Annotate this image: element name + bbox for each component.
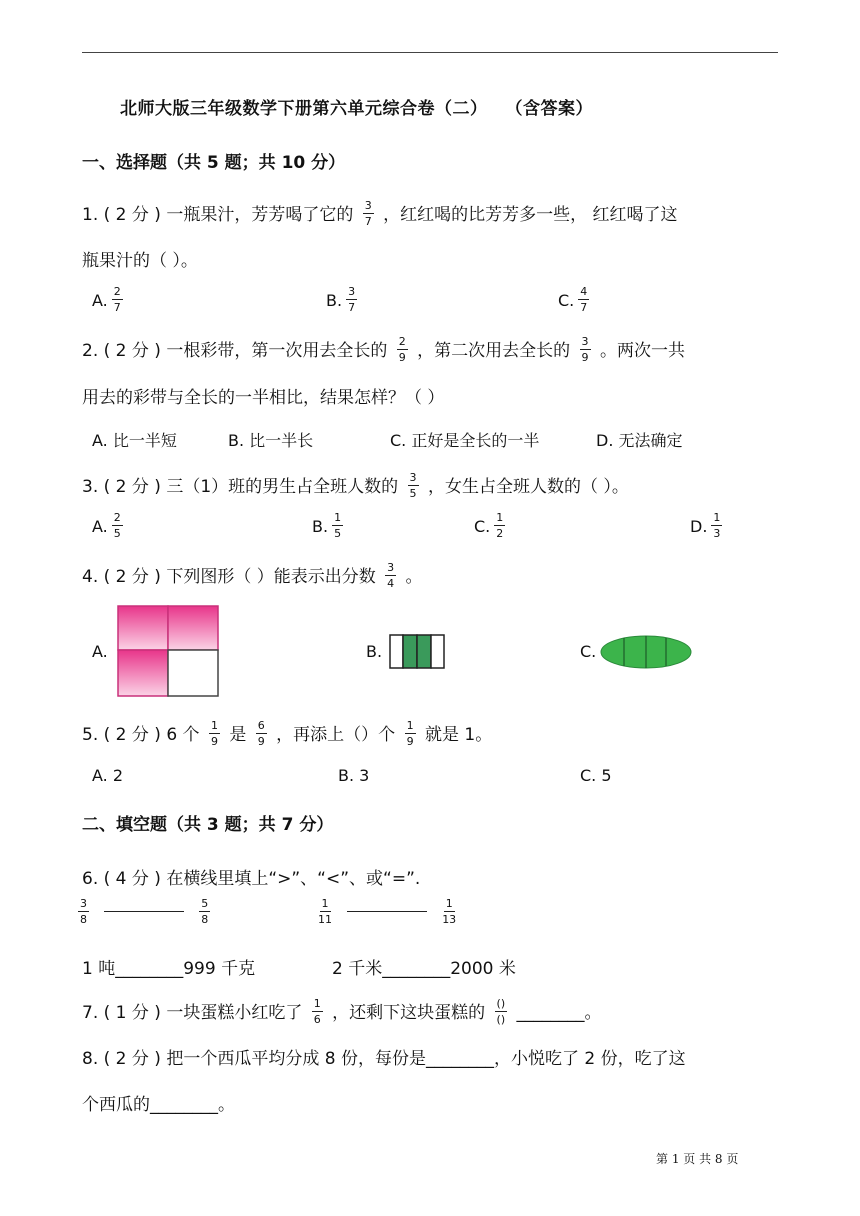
fraction — [397, 336, 408, 363]
fraction-numerator: 4 — [580, 285, 588, 298]
section-heading-fill: 二、填空题（共 3 题；共 7 分） — [82, 815, 334, 835]
question-2-line1 — [82, 336, 685, 365]
fraction-numerator: 1 — [406, 718, 414, 732]
fraction-denominator: 7 — [348, 301, 356, 314]
fraction-numerator: 1 — [445, 897, 453, 910]
question-6-compare-1 — [74, 897, 214, 927]
question-8-line2: 个西瓜的________。 — [82, 1095, 235, 1115]
fraction — [363, 200, 374, 227]
question-1-line1 — [82, 200, 678, 229]
fraction-numerator: 3 — [581, 334, 589, 348]
fraction-numerator: 1 — [321, 897, 329, 910]
fraction — [256, 720, 267, 747]
answer-blank[interactable] — [104, 911, 184, 912]
question-7-line1 — [82, 998, 602, 1027]
figure-ellipse-parts[interactable] — [600, 634, 694, 670]
question-4-prefix: 4. ( 2 分 ) 下列图形（ ）能表示出分数 — [82, 567, 376, 587]
question-2-mid: ，第二次用去全长的 — [417, 341, 571, 361]
question-2-option-b[interactable]: B. 比一半长 — [228, 431, 314, 450]
question-2-suffix: 。两次一共 — [599, 341, 685, 361]
option-label: D. — [690, 517, 708, 536]
fraction-denominator: 3 — [713, 527, 721, 540]
fraction-numerator: 3 — [348, 285, 356, 298]
question-3-suffix: ，女生占全班人数的（ ）。 — [427, 477, 629, 497]
question-2-option-c[interactable]: C. 正好是全长的一半 — [390, 431, 540, 450]
question-1-option-c[interactable] — [558, 285, 593, 315]
fraction — [408, 472, 419, 499]
fraction — [405, 720, 416, 747]
question-5-suffix: 就是 1。 — [424, 725, 493, 745]
question-1-line2: 瓶果汁的（ ）。 — [82, 251, 198, 271]
page-footer: 第 1 页 共 8 页 — [656, 1152, 739, 1166]
option-label: C. — [558, 291, 575, 310]
fraction — [494, 512, 505, 539]
fraction-denominator: 7 — [580, 301, 588, 314]
fraction-numerator: 5 — [201, 897, 209, 910]
question-3-line1 — [82, 472, 629, 501]
fraction — [442, 898, 456, 925]
fraction — [199, 898, 210, 925]
fraction-denominator: 4 — [387, 576, 395, 590]
fraction-denominator: 5 — [113, 527, 121, 540]
question-3-option-a[interactable] — [92, 511, 127, 541]
fraction-numerator: 3 — [387, 560, 395, 574]
fraction — [312, 998, 323, 1025]
fraction-numerator: 1 — [496, 511, 504, 524]
fraction — [318, 898, 332, 925]
figure-bar-quarters[interactable] — [386, 634, 448, 670]
answer-blank[interactable] — [347, 911, 427, 912]
question-7-suffix: ________。 — [516, 1003, 602, 1023]
fraction-numerator: 2 — [113, 285, 121, 298]
question-2-line2: 用去的彩带与全长的一半相比，结果怎样？（ ） — [82, 388, 445, 408]
fraction-denominator: () — [496, 1012, 506, 1026]
option-label: B. — [312, 517, 329, 536]
fraction — [711, 512, 722, 539]
fraction-numerator: 1 — [713, 511, 721, 524]
fraction-numerator: 1 — [210, 718, 218, 732]
question-5-mid1: 是 — [229, 725, 247, 745]
fraction — [112, 286, 123, 313]
fraction-numerator: 3 — [80, 897, 87, 910]
fraction-denominator: 13 — [442, 913, 457, 926]
header-rule — [82, 52, 778, 53]
question-3-option-c[interactable] — [474, 511, 509, 541]
fraction-denominator: 9 — [398, 350, 406, 364]
figure-square-quarters[interactable] — [116, 604, 222, 698]
fraction-denominator: 2 — [496, 527, 504, 540]
question-5-line1 — [82, 720, 492, 749]
fraction — [332, 512, 343, 539]
fraction — [209, 720, 220, 747]
question-3-prefix: 3. ( 2 分 ) 三（1）班的男生占全班人数的 — [82, 477, 399, 497]
shaded-quarter — [168, 606, 218, 650]
question-5-option-a[interactable]: A. 2 — [92, 766, 124, 785]
fraction-numerator: () — [496, 996, 506, 1010]
fraction-denominator: 9 — [257, 734, 265, 748]
fraction-numerator: 1 — [313, 996, 321, 1010]
fraction-numerator: 1 — [334, 511, 342, 524]
fraction-denominator: 7 — [113, 301, 121, 314]
question-4-suffix: 。 — [405, 567, 423, 587]
option-label: B. — [326, 291, 343, 310]
option-label: A. — [92, 291, 108, 310]
question-1-option-a[interactable] — [92, 285, 127, 315]
question-3-option-b[interactable] — [312, 511, 347, 541]
fraction-numerator: 6 — [257, 718, 265, 732]
question-6-text: 6. ( 4 分 ) 在横线里填上“>”、“<”、或“=”. — [82, 869, 421, 889]
question-6-compare-4[interactable]: 2 千米________2000 米 — [332, 959, 516, 979]
question-4-option-b-label[interactable]: B. — [366, 642, 383, 661]
shaded-quarter — [118, 606, 168, 650]
fraction-denominator: 11 — [318, 913, 332, 926]
question-1-option-b[interactable] — [326, 285, 361, 315]
fraction-denominator: 6 — [313, 1012, 321, 1026]
fraction-blank[interactable] — [495, 998, 508, 1025]
question-7-prefix: 7. ( 1 分 ) 一块蛋糕小红吃了 — [82, 1003, 303, 1023]
question-5-mid2: ，再添上（）个 — [276, 725, 396, 745]
question-5-option-b[interactable]: B. 3 — [338, 766, 370, 785]
fraction-denominator: 5 — [409, 486, 417, 500]
option-label: A. — [92, 517, 108, 536]
fraction — [78, 898, 89, 925]
fraction — [346, 286, 357, 313]
question-5-option-c[interactable]: C. 5 — [580, 766, 612, 785]
question-8-line1: 8. ( 2 分 ) 把一个西瓜平均分成 8 份，每份是________，小悦吃了 2 份，吃了这 — [82, 1049, 686, 1069]
question-4-line1 — [82, 562, 423, 591]
fraction-numerator: 2 — [398, 334, 406, 348]
fraction — [112, 512, 123, 539]
fraction-numerator: 3 — [364, 198, 372, 212]
question-7-mid: ，还剩下这块蛋糕的 — [332, 1003, 486, 1023]
question-4-option-a-label[interactable]: A. — [92, 642, 108, 661]
question-6-compare-3[interactable]: 1 吨________999 千克 — [82, 959, 256, 979]
fraction-denominator: 9 — [406, 734, 414, 748]
question-1-suffix: ，红红喝的比芳芳多一些， 红红喝了这 — [383, 205, 678, 225]
shaded-quarter — [118, 650, 168, 696]
fraction-denominator: 8 — [80, 913, 87, 926]
fraction-numerator: 3 — [409, 470, 417, 484]
question-4-option-c-label[interactable]: C. — [580, 642, 597, 661]
document-title: 北师大版三年级数学下册第六单元综合卷（二） （含答案） — [120, 99, 593, 119]
fraction-denominator: 5 — [334, 527, 342, 540]
fraction-denominator: 7 — [364, 214, 372, 228]
fraction — [580, 336, 591, 363]
question-5-prefix: 5. ( 2 分 ) 6 个 — [82, 725, 200, 745]
question-3-option-d[interactable] — [690, 511, 726, 541]
fraction — [385, 562, 396, 589]
unshaded-quarter — [168, 650, 218, 696]
fraction — [578, 286, 589, 313]
question-1-prefix: 1. ( 2 分 ) 一瓶果汁，芳芳喝了它的 — [82, 205, 354, 225]
fraction-denominator: 9 — [581, 350, 589, 364]
fraction-denominator: 8 — [201, 913, 209, 926]
section-heading-choice: 一、选择题（共 5 题；共 10 分） — [82, 153, 346, 173]
fraction-numerator: 2 — [113, 511, 121, 524]
option-label: C. — [474, 517, 491, 536]
question-2-option-a[interactable]: A. 比一半短 — [92, 431, 177, 450]
question-2-prefix: 2. ( 2 分 ) 一根彩带，第一次用去全长的 — [82, 341, 388, 361]
question-6-compare-2 — [314, 897, 460, 927]
question-2-option-d[interactable]: D. 无法确定 — [596, 431, 683, 450]
fraction-denominator: 9 — [210, 734, 218, 748]
